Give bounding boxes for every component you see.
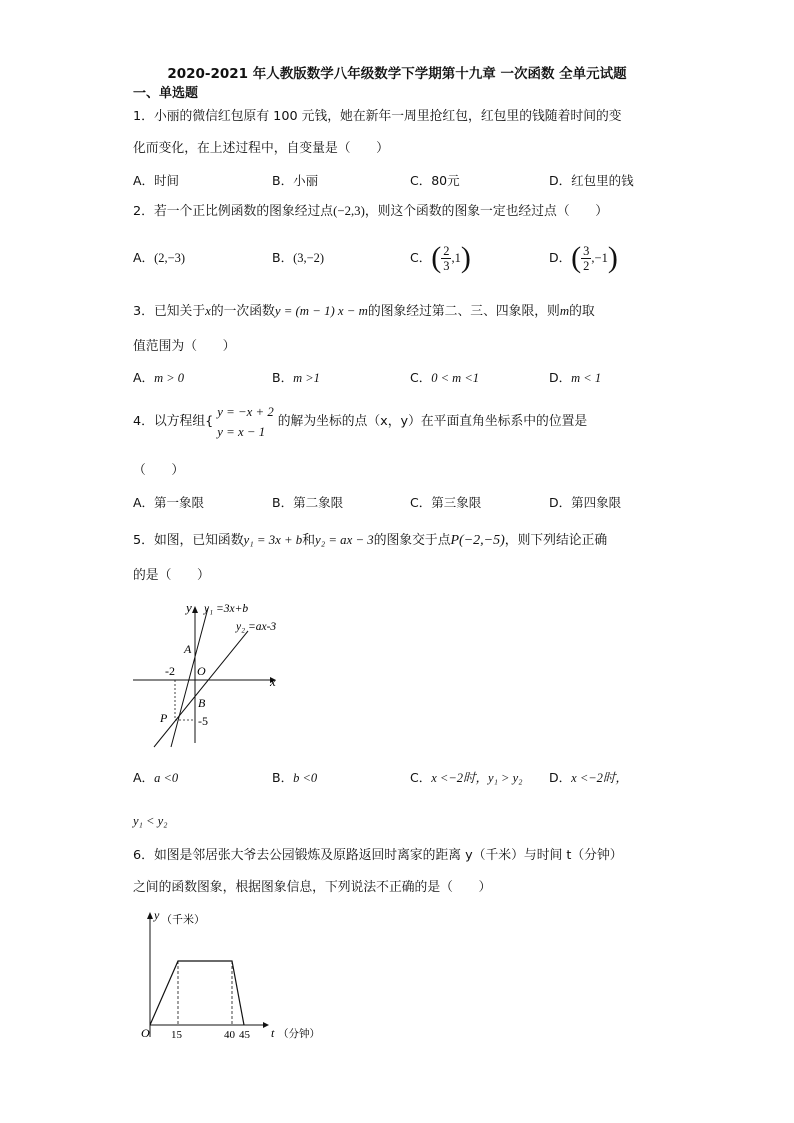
q5-option-c-value: x <−2时，y₁ > y₂ [431,771,523,785]
q5-option-a-label: A． [133,770,155,785]
q6-t-label: t [271,1026,275,1040]
q2-option-d: D． ( $\frac{3}{2}$ ,−1 ) [549,241,618,274]
q2-option-b-label: B． [272,250,294,265]
q3-option-c [410,369,479,387]
q6-tick-15: 15 [171,1029,182,1041]
q1-option-b: B．小丽 [272,173,319,188]
q4-option-a: A．第一象限 [133,495,205,510]
q6-trip-line [150,961,244,1025]
q3-option-d-label: D． [549,370,572,385]
q5-text-3: 的图象交于点 [373,533,451,548]
q2-option-d-rest: ,−1 [591,251,608,265]
q2-stem [133,202,608,221]
q2-option-c-rest: ,1 [451,251,461,265]
q6-graph [135,905,335,1050]
q2-point: (−2,3) [333,204,365,218]
q5-option-c-label: C． [410,770,432,785]
q5-point-a-label: A [184,642,192,656]
q1-line1: 1．小丽的微信红包原有 100 元钱，她在新年一周里抢红包，红包里的钱随着时间的变 [133,109,622,124]
q5-tick-minus2: -2 [165,664,175,678]
q5-y-label: y [186,600,192,615]
q5-function-2: y₂ = ax − 3 [315,533,374,547]
q5-option-c [410,769,523,787]
q2-option-d-num: 3 [583,243,590,258]
q4-equation-2: y = x − 1 [217,425,266,439]
q5-point: P(−2,−5) [450,533,505,548]
q1-option-d: D．红包里的钱 [549,173,634,188]
q2-option-a-value: (2,−3) [154,251,186,265]
q4-line1 [133,400,587,444]
q3-option-b-value: m >1 [293,371,320,385]
q3-text-1: 3．已知关于 [133,304,206,319]
q3-var-x: x [205,304,211,318]
q6-y-label: y [154,908,160,922]
q2-option-c: C． ( $\frac{2}{3}$ ,1 ) [410,241,471,274]
q4-text-1: 4．以方程组{ [133,414,214,429]
q5-point-p-label: P [160,711,168,725]
q5-line1 [133,531,607,550]
q5-graph [128,595,298,755]
q3-option-c-label: C． [410,370,432,385]
q2-option-a [133,249,185,267]
q4-equation-1: y = −x + 2 [217,405,274,419]
q5-line1-label: y₁ =3x+b [204,603,249,615]
q5-y-arrow-icon [192,606,198,613]
q4-text-2: 的解为坐标的点（x，y）在平面直角坐标系中的位置是 [277,414,588,429]
q3-line2: 值范围为（ ） [133,339,236,354]
q3-option-a [133,369,184,387]
q5-option-d-value: x <−2时， [571,771,628,785]
q5-option-d [549,769,628,787]
page-title: 2020-2021 年人教版数学八年级数学下学期第十九章 一次函数 全单元试题 [167,66,627,82]
q2-text-a: 2．若一个正比例函数的图象经过点 [133,204,334,219]
q5-option-d-label: D． [549,770,572,785]
q2-option-a-label: A． [133,250,155,265]
q2-option-b-value: (3,−2) [293,251,325,265]
q1-line2: 化而变化，在上述过程中，自变量是（ ） [133,141,389,156]
q3-text-4: 的取 [569,304,595,319]
q3-text-2: 的一次函数 [210,304,275,319]
q5-text-4: ，则下列结论正确 [504,533,608,548]
q5-option-b-label: B． [272,770,294,785]
q5-x-label: x [270,674,276,689]
q2-option-d-den: 2 [583,258,590,273]
q5-point-b-label: B [198,696,206,710]
q2-option-c-label: C． [410,250,432,265]
q2-option-b [272,249,324,267]
q3-line1 [133,302,595,321]
q1-option-a: A．时间 [133,173,180,188]
q6-y-arrow-icon [147,912,153,919]
section-heading: 一、单选题 [133,86,199,101]
q2-option-c-num: 2 [443,243,450,258]
q6-tick-45: 45 [239,1029,250,1041]
q2-option-c-den: 3 [443,258,450,273]
q3-option-a-label: A． [133,370,155,385]
q6-y-unit: （千米） [161,914,205,926]
q3-option-a-value: m > 0 [154,371,185,385]
q3-option-b-label: B． [272,370,294,385]
q6-t-arrow-icon [263,1022,269,1028]
q4-option-d: D．第四象限 [549,495,622,510]
q6-t-unit: （分钟） [278,1029,320,1040]
q5-option-a [133,769,178,787]
q3-option-b [272,369,320,387]
q6-tick-40: 40 [224,1029,235,1041]
q3-option-d [549,369,601,387]
q6-line1: 6．如图是邻居张大爷去公园锻炼及原路返回时离家的距离 y（千米）与时间 t（分钟） [133,848,623,863]
q5-origin-label: O [197,664,206,678]
q2-text-b: ，则这个函数的图象一定也经过点（ ） [364,204,608,219]
q3-formula: y = (m − 1) x − m [274,304,368,318]
q3-option-d-value: m < 1 [571,371,602,385]
q1-option-c: C．80元 [410,173,460,188]
q5-line-y2 [154,631,248,747]
q5-option-d-continued: y₁ < y₂ [133,814,168,828]
q5-tick-minus5: -5 [198,714,208,728]
q5-option-b-value: b <0 [293,771,318,785]
q5-line2-label: y₂ =ax-3 [236,621,277,633]
q6-origin-label: O [141,1026,150,1040]
q4-option-b: B．第二象限 [272,495,344,510]
q2-option-d-label: D． [549,250,572,265]
q6-line2: 之间的函数图象，根据图象信息，下列说法不正确的是（ ） [133,880,492,895]
q2-option-d-fraction [581,244,591,273]
q5-line2: 的是（ ） [133,568,210,583]
q5-text-1: 5．如图，已知函数 [133,533,244,548]
q5-option-b [272,769,317,787]
q3-text-3: 的图象经过第二、三、四象限，则 [367,304,560,319]
q4-equation-system [217,402,273,442]
q5-function-1: y₁ = 3x + b [243,533,303,547]
q4-line2: （ ） [133,463,185,478]
q2-option-c-fraction [441,244,451,273]
q3-option-c-value: 0 < m <1 [431,371,480,385]
q5-option-a-value: a <0 [154,771,179,785]
q3-var-m: m [559,304,570,318]
q4-option-c: C．第三象限 [410,495,482,510]
q5-text-2: 和 [302,533,316,548]
